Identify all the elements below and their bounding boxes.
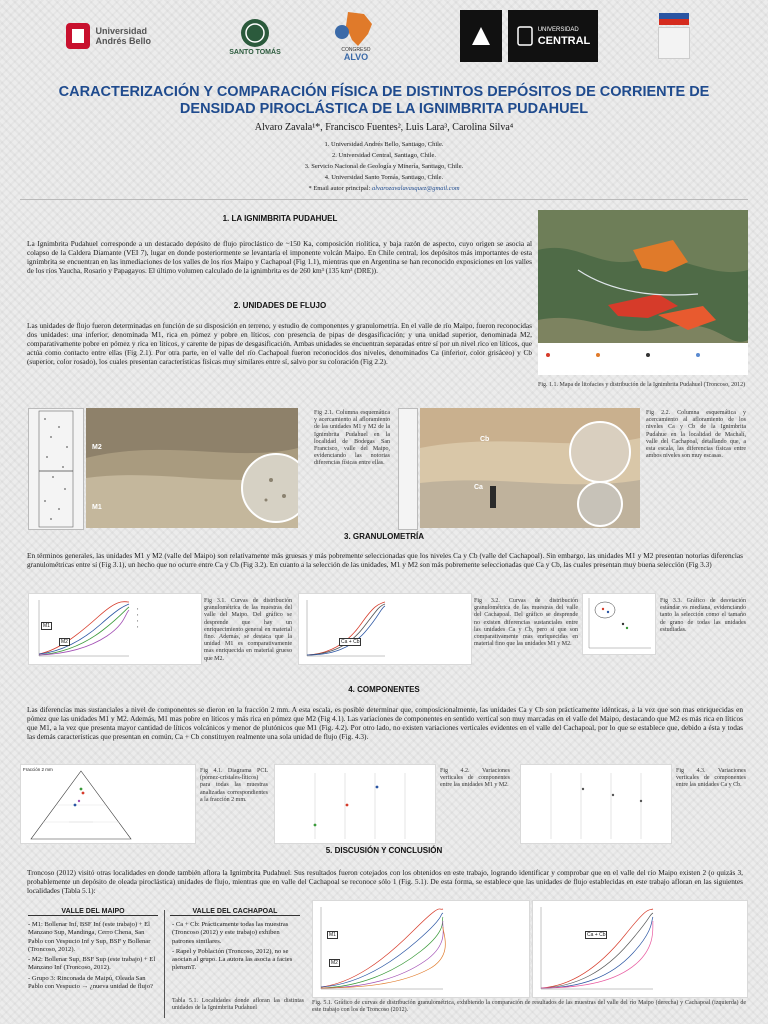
section-3-title: 3. GRANULOMETRÍA — [344, 532, 424, 541]
chart-comparison-maipo — [312, 900, 530, 998]
emblem-icon — [470, 25, 492, 47]
logo-sernageomin — [654, 10, 694, 62]
caption-fig-2-2: Fig 2.2. Columna esquemática y acercamiento al afloramiento de los niveles Ca y Cb de la Ignimbrita Pudahue en la localidad de Machalí, valle del Cachapoal, detallando que, a esta escala, las diferencias físicas entre ambos niveles son muy escasas. — [646, 410, 746, 460]
logo-central-line1: UNIVERSIDAD — [537, 27, 579, 33]
outcrop-texture-2 — [420, 408, 640, 528]
section-4-text: Las diferencias mas sustanciales a nivel de componentes se dieron en la fracción 2 mm. A esta escala, es posible determinar que, composicionalmente, las unidades Ca y Cb son prácticamente idénticas, a la vez que son mas enriquecidas en pómez que las unidades M1 y M2. Además, M1 mas pobre en líticos y más rica en pómez que M2 (Fig 4.1). Las variaciones de componentes en sentido vertical son muy marcadas en el valle del Maipo, destacando que M2 es más rica en líticos que M1, a la vez que presenta mayor cantidad de líticos volcánicos y menor de plutónicos que M1 (Fig. 4.2). Por otro lado, no existen variaciones verticales evidentes en el valle del Cachapoal, por lo que se establece que, debido a ésta y todas las demás características que presentan en común, Ca + Cb constituyen realmente una sola unidad de flujo (Fig. 4.3). — [27, 705, 743, 741]
list-item: - Rapel y Población (Troncoso, 2012), no se asocian al grupo. La autora las asocia a facies plensmT. — [172, 947, 293, 972]
section-4-title: 4. COMPONENTES — [348, 685, 420, 694]
table-column-divider — [164, 910, 165, 1018]
caption-fig-5-1: Fig. 5.1. Gráfico de curvas de distribución granulométrica, exhibiendo la comparación de resultados de las muestras del valle del río Maipo (derecha) y Cachapoal (izquierda) de este trabajo con los de Troncoso (2012). — [312, 1000, 746, 1014]
logo-bar — [0, 0, 768, 74]
chart-comparison-cachapoal — [532, 900, 748, 998]
chart-pcl-ternary — [20, 764, 196, 844]
list-item: - Grupo 3: Rinconada de Maipú, Oleada San Pablo con Vespucio → ¿nueva unidad de flujo? — [28, 974, 153, 991]
logo-black-square — [460, 10, 502, 62]
curves-maipo — [29, 594, 201, 664]
chart-sorting-median — [582, 593, 656, 655]
chart-components-cachapoal — [520, 764, 672, 844]
table-header-cachapoal: VALLE DEL CACHAPOAL — [170, 908, 300, 916]
logo-santo-tomas-text: SANTO TOMÁS — [229, 48, 281, 56]
label-cb: Cb — [480, 436, 490, 443]
caption-fig-2-1: Fig 2.1. Columna esquemática y acercamiento al afloramiento de las unidades M1 y M2 de la Ignimbrita Pudahuel en la localidad de Bodegas San Francisco, valle del Maipo, evidenciando las notorias diferencias físicas entre ellas. — [314, 410, 390, 467]
affiliations — [20, 139, 748, 194]
authors: Alvaro Zavala¹*, Francisco Fuentes², Luis Lara³, Carolina Silva⁴ — [254, 122, 514, 133]
section-2-title: 2. UNIDADES DE FLUJO — [233, 301, 327, 310]
logo-central-line2: CENTRAL — [537, 35, 591, 47]
chart5-label-m2: M2 — [331, 960, 338, 966]
strat-column-maipo — [28, 408, 84, 530]
central-shield-icon — [516, 25, 534, 47]
ternary-label: Fracción 2 mm — [23, 767, 53, 772]
vertical-components-maipo — [275, 765, 435, 843]
caption-tabla-5-1: Tabla 5.1. Localidades donde afloran las distintas unidades de la Ignimbrita Pudahuel — [172, 998, 304, 1012]
section-1-text: La Ignimbrita Pudahuel corresponde a un destacado depósito de flujo piroclástico de ~150 Ka, composición riolítica, y baja razón de aspecto, cuyo origen se asocia al colapso de la Caldera Diamante (VEI 7), lugar en donde posteriormente se levantaría el imponente volcán Maipo. En Chile central, los depósitos más importantes de esta ignimbrita se encuentran en las inmediaciones de los valles de los ríos Maipo y Cachapoal (Fig 1.1), mientras que en Argentina se han reconocido exposiciones en los valles de los ríos Yaucha, Rosario y Papagayos. El último volumen calculado de la ignimbrita es de 260 km³ (135 km³ (DRE)). — [27, 239, 532, 275]
chart5-label-ca-cb: Ca + Cb — [587, 932, 606, 938]
unab-shield-icon — [63, 20, 93, 52]
chart-granulometry-maipo — [28, 593, 202, 665]
section-5-title: 5. DISCUSIÓN Y CONCLUSIÓN — [325, 846, 443, 855]
svg-text:▪: ▪ — [137, 619, 139, 623]
caption-fig-4-1: Fig 4.1. Diagrama PCL (pómez-cristales-líticos) para todas las muestras analizadas correspondientes a la fracción 2 mm. — [200, 768, 268, 803]
svg-text:▪: ▪ — [137, 607, 139, 611]
email-label: * Email autor principal: — [308, 185, 372, 192]
section-2-text: Las unidades de flujo fueron determinadas en función de su disposición en terreno, y estudio de componentes y granulometría. En el valle de río Maipo, fueron reconocidas dos unidades: una inferior, denominada M1, rica en pómez y pobre en líticos, con presencia de pipas de desgasificación; y una unidad superior, denominada M2, comparativamente pobre en pómez y rica en líticos, y carente de pipas de desgasificación. Ambas unidades se encuentran separadas entre sí por un nivel rico en líticos, que actúa como contacto entre ellas (Fig 2.1). Por otra parte, en el valle del río Cachapoal fueron reconocidos dos niveles, denominados Ca (inferior, color grisáceo) y Cb (superior, color rosado), los cuales presentan características físicas muy similares entre sí, salvo por su coloración (Fig 2.2). — [27, 321, 532, 366]
chart-label-ca-cb: Ca + Cb — [341, 639, 360, 645]
congreso-map-icon — [328, 10, 384, 47]
strat-column-cachapoal — [398, 408, 418, 530]
svg-text:▪: ▪ — [137, 625, 139, 629]
chart-components-maipo — [274, 764, 436, 844]
logo-congreso-text: ALVO — [343, 52, 369, 62]
affiliation-3: 3. Servicio Nacional de Geología y Minería, Santiago, Chile. — [304, 163, 464, 170]
caption-fig-3-1: Fig 3.1. Curvas de distribución granulométrica de las muestras del valle del Maipo. Del gráfico se desprende que hay un enriquecimiento general en material fino. Además, se destaca que la unidad M1 es comparativamente mas enriquecida en material grueso que M2. — [204, 598, 292, 662]
logo-congreso-label: CONGRESO — [341, 47, 371, 53]
caption-fig-4-2: Fig 4.2. Variaciones verticales de componentes entre las unidades M1 y M2. — [440, 768, 510, 789]
caption-fig-3-3: Fig 3.3. Gráfico de desviación estándar vs mediana, evidenciando tanto la selección como el tamaño de grano de todas las unidades estudiadas. — [660, 598, 746, 633]
logo-congreso — [326, 10, 386, 62]
chart-label-m1: M1 — [43, 623, 50, 629]
affiliation-1: 1. Universidad Andrés Bello, Santiago, Chile. — [324, 141, 444, 148]
table-header-maipo: VALLE DEL MAIPO — [28, 908, 158, 916]
list-item: - M1: Bollenar Inf, BSF Inf (este trabajo) + El Manzano Sup, Mandinga, Cerro Chena, San Pablo con Vespucio Inf y Sup, BSF y Bollenar (Troncoso, 2012). — [28, 921, 151, 953]
poster-title: CARACTERIZACIÓN Y COMPARACIÓN FÍSICA DE DISTINTOS DEPÓSITOS DE CORRIENTE DE DENSIDAD PIROCLÁSTICA DE LA IGNIMBRITA PUDAHUEL — [58, 84, 710, 117]
section-3-text: En términos generales, las unidades M1 y M2 (valle del Maipo) son relativamente más gruesas y más pobremente seleccionadas que los niveles Ca y Cb (valle del Cachapoal). Sin embargo, las unidades M1 y M2 presentan notorias diferencias granulométricas entre sí (Fig 3.1), un hecho que no ocurre entre Ca y Cb (Fig 3.2). En cuanto a la selección de las unidades, M1 y M2 son más pobremente seleccionadas que Ca y Cb, las cuales presentan muy buena selección (Fig 3.3) — [27, 551, 743, 569]
logo-santo-tomas — [228, 10, 282, 62]
chart-label-m2: M2 — [61, 639, 68, 645]
curves-cachapoal — [299, 594, 471, 664]
logo-unab-text: Universidad Andrés Bello — [95, 26, 152, 46]
email-link[interactable]: alvarozavalavasquez@gmail.com — [372, 185, 460, 192]
photo-maipo-outcrop — [86, 408, 298, 528]
label-ca: Ca — [474, 484, 483, 491]
label-m2: M2 — [92, 444, 102, 451]
section-5-text: Troncoso (2012) visitó otras localidades en donde también aflora la Ignimbrita Pudahuel. Sus resultados fueron cotejados con los obtenidos en este trabajo, logrando identificar y comprobar que en el valle del río Maipo existen 2 (o quizás 3, probablemente un depósito de oleada piroclástica) unidades de flujo, mientras que en valle del Cachapoal se reconoce sólo 1 (Fig. 5.1). De esta forma, se establece que las unidades de flujo establecidas en este trabajo afloran en las siguientes localidades (Tabla 5.1): — [27, 868, 743, 895]
svg-text:▪: ▪ — [137, 613, 139, 617]
affiliation-4: 4. Universidad Santo Tomás, Santiago, Chile. — [324, 174, 444, 181]
curves-comparison-maipo — [313, 901, 529, 997]
table-cachapoal-list — [172, 921, 302, 975]
map-illustration — [538, 210, 748, 375]
chart5-label-m1: M1 — [329, 932, 336, 938]
outcrop-texture — [86, 408, 298, 528]
map-figure — [538, 210, 748, 375]
scatter-sorting — [583, 594, 655, 654]
email-line — [20, 183, 748, 194]
list-item: - M2: Bollenar Sup, BSF Sup (este trabajo) + El Manzano Inf (Troncoso, 2012). — [28, 956, 156, 972]
caption-fig-4-3: Fig 4.3. Variaciones verticales de componentes entre las unidades Ca y Cb. — [676, 768, 746, 789]
curves-comparison-cachapoal — [533, 901, 747, 997]
section-1-title: 1. LA IGNIMBRITA PUDAHUEL — [222, 214, 338, 223]
affiliation-2: 2. Universidad Central, Santiago, Chile. — [332, 152, 436, 159]
santo-tomas-seal-icon — [239, 17, 271, 49]
ternary-diagram — [21, 765, 195, 843]
vertical-components-cachapoal — [521, 765, 671, 843]
column-pattern — [29, 409, 83, 529]
table-maipo-list — [28, 921, 160, 993]
divider — [20, 199, 748, 200]
chart-granulometry-cachapoal — [298, 593, 472, 665]
label-m1: M1 — [92, 504, 102, 511]
logo-unab — [60, 10, 172, 62]
logo-central — [508, 10, 598, 62]
caption-fig-1-1: Fig. 1.1. Mapa de litofacies y distribución de la Ignimbrita Pudahuel (Troncoso, 2012) — [538, 382, 746, 388]
caption-fig-3-2: Fig 3.2. Curvas de distribución granulométrica de las muestras del valle del Cachapoal. Del gráfico se desprende no existen diferencias sustanciales entre las unidades Ca y Cb, pero si que son comparativamente mas enriquecidas en material fino que las unidades M1 y M2. — [474, 598, 578, 648]
list-item: - Ca + Cb: Prácticamente todas las muestras (Troncoso (2012) y este trabajo) exhiben patrones similares. — [172, 921, 289, 945]
photo-cachapoal-outcrop — [420, 408, 640, 528]
